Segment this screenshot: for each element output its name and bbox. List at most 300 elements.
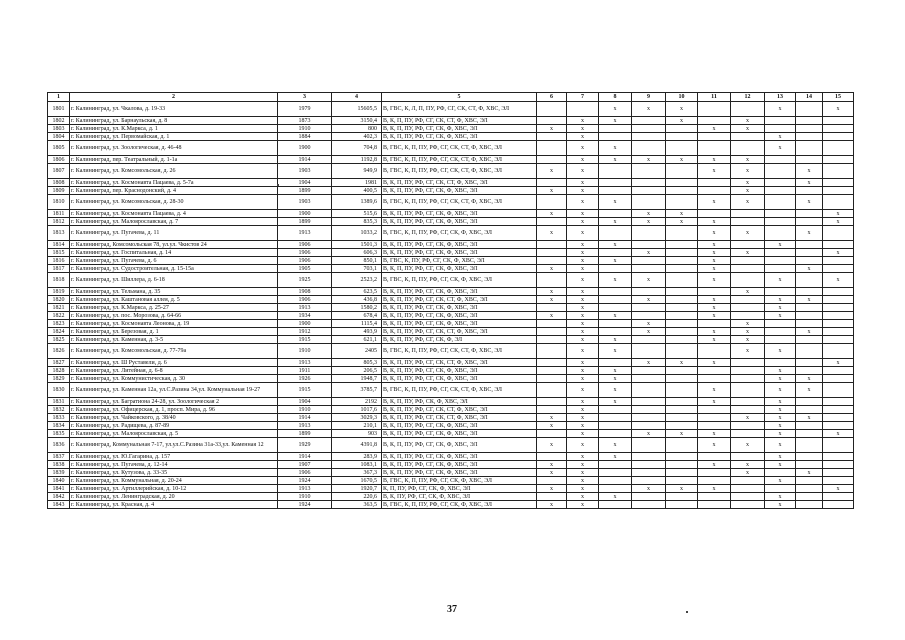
mark-cell (796, 273, 823, 288)
mark-cell: x (731, 195, 765, 210)
address-cell: г. Калининград, ул. Каменная 12а, ул.С.Разина 34,ул. Коммунальная 19-27 (70, 383, 278, 398)
mark-cell: x (666, 218, 698, 226)
mark-cell: x (567, 469, 599, 477)
mark-cell (731, 367, 765, 375)
address-cell: г. Калининград, ул. Пугачева, д. 11 (70, 226, 278, 241)
systems-cell: В, ГВС, К, П, ПУ, РФ, СГ, СК, СТ, Ф, ХВС, ЭЛ (382, 164, 537, 179)
mark-cell: x (698, 164, 731, 179)
table-row (48, 477, 854, 485)
mark-cell (765, 257, 796, 265)
systems-cell: В, К, П, ПУ, РФ, СГ, СК, Ф, ХВС, ЭЛ (382, 187, 537, 195)
mark-cell: x (731, 164, 765, 179)
mark-cell (765, 288, 796, 296)
mark-cell (823, 257, 854, 265)
mark-cell: x (698, 257, 731, 265)
mark-cell: x (731, 336, 765, 344)
year-cell: 1914 (278, 156, 332, 164)
systems-cell: В, К, П, ПУ, РФ, СГ, СК, СТ, Ф, ХВС, ЭЛ (382, 117, 537, 125)
row-number: 1819 (48, 288, 70, 296)
address-cell: г. Калининград, ул. Госпитальная, д. 14 (70, 249, 278, 257)
mark-cell (796, 241, 823, 249)
mark-cell (698, 477, 731, 485)
mark-cell (666, 296, 698, 304)
mark-cell (632, 336, 666, 344)
mark-cell (796, 288, 823, 296)
address-cell: г. Калининград, ул. Красная, д. 4 (70, 501, 278, 509)
mark-cell: x (567, 453, 599, 461)
mark-cell: x (567, 164, 599, 179)
mark-cell: x (765, 304, 796, 312)
mark-cell: x (765, 461, 796, 469)
mark-cell (731, 359, 765, 367)
area-cell: 2523,2 (332, 273, 382, 288)
row-number: 1805 (48, 141, 70, 156)
area-cell: 805,3 (332, 359, 382, 367)
mark-cell (796, 304, 823, 312)
mark-cell (666, 288, 698, 296)
column-header: 5 (382, 93, 537, 102)
mark-cell: x (731, 469, 765, 477)
mark-cell: x (666, 102, 698, 117)
area-cell: 1670,5 (332, 477, 382, 485)
mark-cell (666, 141, 698, 156)
year-cell: 1913 (278, 422, 332, 430)
mark-cell (537, 375, 567, 383)
table-row (48, 453, 854, 461)
mark-cell: x (796, 179, 823, 187)
mark-cell (666, 241, 698, 249)
mark-cell (698, 414, 731, 422)
mark-cell (666, 187, 698, 195)
mark-cell: x (599, 438, 632, 453)
table-row (48, 485, 854, 493)
address-cell: г. Калининград, ул. Судостроительная, д. 15-15а (70, 265, 278, 273)
systems-cell: В, К, П, ПУ, РФ, СГ, СК, Ф, ХВС, ЭЛ (382, 430, 537, 438)
systems-cell: В, ГВС, К, П, ПУ, РФ, СГ, СК, Ф, ХВС, ЭЛ (382, 477, 537, 485)
mark-cell: x (698, 125, 731, 133)
address-cell: г. Калининград, ул. Чкалова, д. 19-33 (70, 102, 278, 117)
table-row (48, 344, 854, 359)
mark-cell (765, 359, 796, 367)
mark-cell (731, 375, 765, 383)
mark-cell (632, 187, 666, 195)
mark-cell: x (823, 430, 854, 438)
mark-cell (698, 501, 731, 509)
mark-cell (823, 493, 854, 501)
table-row (48, 265, 854, 273)
address-cell: г. Калининград, ул. Космонавта Пацаева, д. 5-7а (70, 179, 278, 187)
mark-cell: x (567, 398, 599, 406)
mark-cell: x (765, 273, 796, 288)
year-cell: 1873 (278, 117, 332, 125)
mark-cell (632, 141, 666, 156)
mark-cell (599, 359, 632, 367)
mark-cell (796, 133, 823, 141)
mark-cell: x (537, 312, 567, 320)
mark-cell (537, 133, 567, 141)
systems-cell: В, К, П, ПУ, РФ, СГ, СК, Ф, ХВС, ЭЛ (382, 312, 537, 320)
mark-cell (666, 133, 698, 141)
mark-cell (765, 469, 796, 477)
table-row (48, 210, 854, 218)
mark-cell: x (567, 501, 599, 509)
mark-cell: x (765, 501, 796, 509)
mark-cell (666, 414, 698, 422)
address-cell: г. Калининград, ул. Тельмана, д. 35 (70, 288, 278, 296)
year-cell: 1911 (278, 367, 332, 375)
address-cell: г. Калининград, ул. Космонавта Пацаева, д. 4 (70, 210, 278, 218)
table-row (48, 328, 854, 336)
mark-cell: x (765, 241, 796, 249)
mark-cell: x (765, 375, 796, 383)
table-row (48, 156, 854, 164)
mark-cell (765, 125, 796, 133)
year-cell: 1905 (278, 265, 332, 273)
mark-cell: x (765, 383, 796, 398)
mark-cell (823, 125, 854, 133)
mark-cell (666, 164, 698, 179)
mark-cell: x (567, 141, 599, 156)
table-row (48, 461, 854, 469)
mark-cell (796, 125, 823, 133)
mark-cell (823, 141, 854, 156)
address-cell: г. Калининград, ул. Коммунистическая, д. 30 (70, 375, 278, 383)
table-row (48, 226, 854, 241)
mark-cell (731, 241, 765, 249)
address-cell: г. Калининград, ул. Шиллера, д. 6-18 (70, 273, 278, 288)
mark-cell (796, 461, 823, 469)
mark-cell (666, 438, 698, 453)
mark-cell (698, 288, 731, 296)
mark-cell (666, 336, 698, 344)
mark-cell: x (632, 296, 666, 304)
mark-cell: x (796, 375, 823, 383)
mark-cell (537, 141, 567, 156)
table-row (48, 336, 854, 344)
mark-cell: x (731, 328, 765, 336)
mark-cell: x (765, 102, 796, 117)
table-row (48, 273, 854, 288)
address-cell: г. Калининград, ул. Чайковского, д. 38/40 (70, 414, 278, 422)
mark-cell (599, 133, 632, 141)
mark-cell (632, 461, 666, 469)
mark-cell: x (796, 296, 823, 304)
row-number: 1843 (48, 501, 70, 509)
table-row (48, 125, 854, 133)
mark-cell (666, 125, 698, 133)
mark-cell (698, 133, 731, 141)
mark-cell: x (567, 288, 599, 296)
address-cell: г. Калининград, ул. Литейная, д. 6-8 (70, 367, 278, 375)
mark-cell (823, 414, 854, 422)
area-cell: 800 (332, 125, 382, 133)
mark-cell: x (698, 241, 731, 249)
year-cell: 1900 (278, 141, 332, 156)
mark-cell (796, 398, 823, 406)
mark-cell (666, 383, 698, 398)
mark-cell (823, 187, 854, 195)
mark-cell: x (567, 312, 599, 320)
row-number: 1815 (48, 249, 70, 257)
table-row (48, 406, 854, 414)
mark-cell: x (698, 328, 731, 336)
mark-cell (632, 241, 666, 249)
column-header: 2 (70, 93, 278, 102)
mark-cell: x (796, 195, 823, 210)
mark-cell (823, 304, 854, 312)
mark-cell (823, 288, 854, 296)
document-sheet (47, 92, 854, 509)
column-header: 11 (698, 93, 731, 102)
mark-cell: x (796, 383, 823, 398)
mark-cell: x (567, 383, 599, 398)
mark-cell (796, 453, 823, 461)
systems-cell: В, ГВС, К, П, ПУ, РФ, СГ, СК, СТ, Ф, ХВС, ЭЛ (382, 195, 537, 210)
mark-cell (632, 383, 666, 398)
systems-cell: В, К, П, ПУ, РФ, СГ, СК, Ф, ХВС, ЭЛ (382, 210, 537, 218)
table-row (48, 312, 854, 320)
mark-cell (765, 485, 796, 493)
mark-cell (632, 344, 666, 359)
mark-cell (599, 265, 632, 273)
row-number: 1840 (48, 477, 70, 485)
mark-cell (731, 265, 765, 273)
mark-cell: x (632, 359, 666, 367)
mark-cell (823, 328, 854, 336)
table-row (48, 141, 854, 156)
mark-cell (765, 179, 796, 187)
systems-cell: В, ГВС, К, П, ПУ, РФ, СГ, СК, Ф, ХВС, ЭЛ (382, 501, 537, 509)
mark-cell (731, 141, 765, 156)
systems-cell: В, К, П, ПУ, РФ, СГ, СК, Ф, ХВС, ЭЛ (382, 438, 537, 453)
mark-cell: x (765, 344, 796, 359)
mark-cell (796, 422, 823, 430)
address-cell: г. Калининград, ул. Барнаульская, д. 8 (70, 117, 278, 125)
area-cell: 621,1 (332, 336, 382, 344)
mark-cell (632, 477, 666, 485)
mark-cell (599, 296, 632, 304)
address-cell: г. Калининград, пер. Театральный, д. 1-1а (70, 156, 278, 164)
mark-cell (823, 312, 854, 320)
mark-cell (537, 430, 567, 438)
row-number: 1822 (48, 312, 70, 320)
year-cell: 1929 (278, 438, 332, 453)
row-number: 1838 (48, 461, 70, 469)
mark-cell (666, 461, 698, 469)
mark-cell: x (567, 257, 599, 265)
address-cell: г. Калининград, ул. Радищева, д. 87-89 (70, 422, 278, 430)
area-cell: 2192 (332, 398, 382, 406)
year-cell: 1925 (278, 273, 332, 288)
mark-cell (537, 249, 567, 257)
column-header: 4 (332, 93, 382, 102)
mark-cell: x (599, 218, 632, 226)
area-cell: 949,9 (332, 164, 382, 179)
table-row (48, 320, 854, 328)
mark-cell: x (632, 249, 666, 257)
mark-cell: x (698, 383, 731, 398)
mark-cell: x (765, 141, 796, 156)
row-number: 1832 (48, 406, 70, 414)
systems-cell: В, К, П, ПУ, РФ, СГ, СК, Ф, ХВС, ЭЛ (382, 249, 537, 257)
mark-cell (632, 438, 666, 453)
mark-cell: x (567, 493, 599, 501)
mark-cell: x (567, 218, 599, 226)
mark-cell (632, 117, 666, 125)
area-cell: 1389,6 (332, 195, 382, 210)
table-row (48, 164, 854, 179)
mark-cell (731, 422, 765, 430)
mark-cell: x (666, 430, 698, 438)
mark-cell (796, 493, 823, 501)
mark-cell (698, 179, 731, 187)
mark-cell: x (698, 218, 731, 226)
mark-cell (731, 430, 765, 438)
mark-cell (765, 226, 796, 241)
area-cell: 436,8 (332, 296, 382, 304)
page-number: 37 (447, 604, 457, 615)
systems-cell: К, П, ПУ, РФ, СГ, СК, Ф, ХВС, ЭЛ (382, 485, 537, 493)
mark-cell (796, 102, 823, 117)
mark-cell: x (765, 477, 796, 485)
systems-cell: В, К, П, ПУ, РФ, СГ, СК, Ф, ХВС, ЭЛ (382, 453, 537, 461)
row-number: 1804 (48, 133, 70, 141)
mark-cell (731, 304, 765, 312)
mark-cell (632, 422, 666, 430)
mark-cell: x (567, 406, 599, 414)
address-cell: г. Калининград, ул. К.Маркса, д. 25-27 (70, 304, 278, 312)
systems-cell: В, К, П, ПУ, РФ, СГ, СК, Ф, ХВС, ЭЛ (382, 125, 537, 133)
mark-cell: x (599, 141, 632, 156)
year-cell: 1884 (278, 133, 332, 141)
year-cell: 1912 (278, 328, 332, 336)
mark-cell (599, 179, 632, 187)
year-cell: 1913 (278, 485, 332, 493)
table-row (48, 438, 854, 453)
mark-cell (632, 312, 666, 320)
mark-cell (731, 501, 765, 509)
address-cell: г. Калининград, ул. Ленинградская, д. 20 (70, 493, 278, 501)
address-cell: г. Калининград, ул. Артиллерийская, д. 10-12 (70, 485, 278, 493)
table-row (48, 249, 854, 257)
area-cell: 283,9 (332, 453, 382, 461)
mark-cell: x (567, 241, 599, 249)
mark-cell (632, 406, 666, 414)
row-number: 1835 (48, 430, 70, 438)
column-header: 14 (796, 93, 823, 102)
area-cell: 835,3 (332, 218, 382, 226)
mark-cell: x (537, 288, 567, 296)
mark-cell: x (567, 477, 599, 485)
mark-cell: x (823, 102, 854, 117)
area-cell: 493,9 (332, 328, 382, 336)
address-cell: г. Калининград, ул. Пугачева, д. 12-14 (70, 461, 278, 469)
mark-cell: x (567, 430, 599, 438)
mark-cell: x (698, 398, 731, 406)
year-cell: 1906 (278, 296, 332, 304)
mark-cell (731, 485, 765, 493)
mark-cell (666, 249, 698, 257)
mark-cell (666, 273, 698, 288)
mark-cell (765, 218, 796, 226)
mark-cell (537, 218, 567, 226)
year-cell: 1914 (278, 453, 332, 461)
mark-cell (632, 257, 666, 265)
mark-cell (666, 344, 698, 359)
mark-cell: x (599, 375, 632, 383)
mark-cell: x (666, 359, 698, 367)
mark-cell (823, 469, 854, 477)
mark-cell: x (796, 414, 823, 422)
row-number: 1841 (48, 485, 70, 493)
column-header: 10 (666, 93, 698, 102)
mark-cell (731, 102, 765, 117)
area-cell: 850,1 (332, 257, 382, 265)
mark-cell (823, 453, 854, 461)
mark-cell: x (796, 469, 823, 477)
mark-cell: x (731, 179, 765, 187)
year-cell: 1915 (278, 336, 332, 344)
mark-cell: x (599, 312, 632, 320)
mark-cell: x (537, 501, 567, 509)
mark-cell (599, 226, 632, 241)
row-number: 1837 (48, 453, 70, 461)
mark-cell (823, 461, 854, 469)
mark-cell (537, 493, 567, 501)
systems-cell: В, К, ПУ, РФ, СГ, СК, Ф, ХВС, ЭЛ (382, 493, 537, 501)
mark-cell: x (698, 156, 731, 164)
row-number: 1828 (48, 367, 70, 375)
mark-cell: x (698, 249, 731, 257)
table-row (48, 288, 854, 296)
mark-cell (599, 288, 632, 296)
mark-cell: x (731, 344, 765, 359)
mark-cell: x (567, 125, 599, 133)
mark-cell (731, 133, 765, 141)
year-cell: 1908 (278, 288, 332, 296)
mark-cell: x (765, 438, 796, 453)
year-cell: 1915 (278, 383, 332, 398)
mark-cell (823, 367, 854, 375)
systems-cell: В, К, П, ПУ, РФ, СГ, СК, Ф, ХВС, ЭЛ (382, 469, 537, 477)
mark-cell: x (567, 179, 599, 187)
mark-cell (731, 218, 765, 226)
mark-cell: x (537, 226, 567, 241)
area-cell: 1017,6 (332, 406, 382, 414)
mark-cell: x (567, 367, 599, 375)
systems-cell: В, К, П, ПУ, РФ, СГ, СК, Ф, ХВС, ЭЛ (382, 241, 537, 249)
mark-cell (823, 241, 854, 249)
mark-cell: x (567, 117, 599, 125)
mark-cell: x (537, 414, 567, 422)
mark-cell: x (599, 102, 632, 117)
mark-cell (599, 249, 632, 257)
systems-cell: В, ГВС, К, П, ПУ, РФ, СГ, СК, СТ, Ф, ХВС, ЭЛ (382, 141, 537, 156)
mark-cell (537, 344, 567, 359)
mark-cell (537, 257, 567, 265)
year-cell: 1913 (278, 226, 332, 241)
mark-cell (823, 226, 854, 241)
year-cell: 1906 (278, 241, 332, 249)
mark-cell (698, 469, 731, 477)
mark-cell (537, 156, 567, 164)
mark-cell (823, 320, 854, 328)
mark-cell: x (537, 125, 567, 133)
mark-cell: x (698, 430, 731, 438)
year-cell: 1903 (278, 195, 332, 210)
mark-cell (698, 375, 731, 383)
mark-cell (698, 367, 731, 375)
